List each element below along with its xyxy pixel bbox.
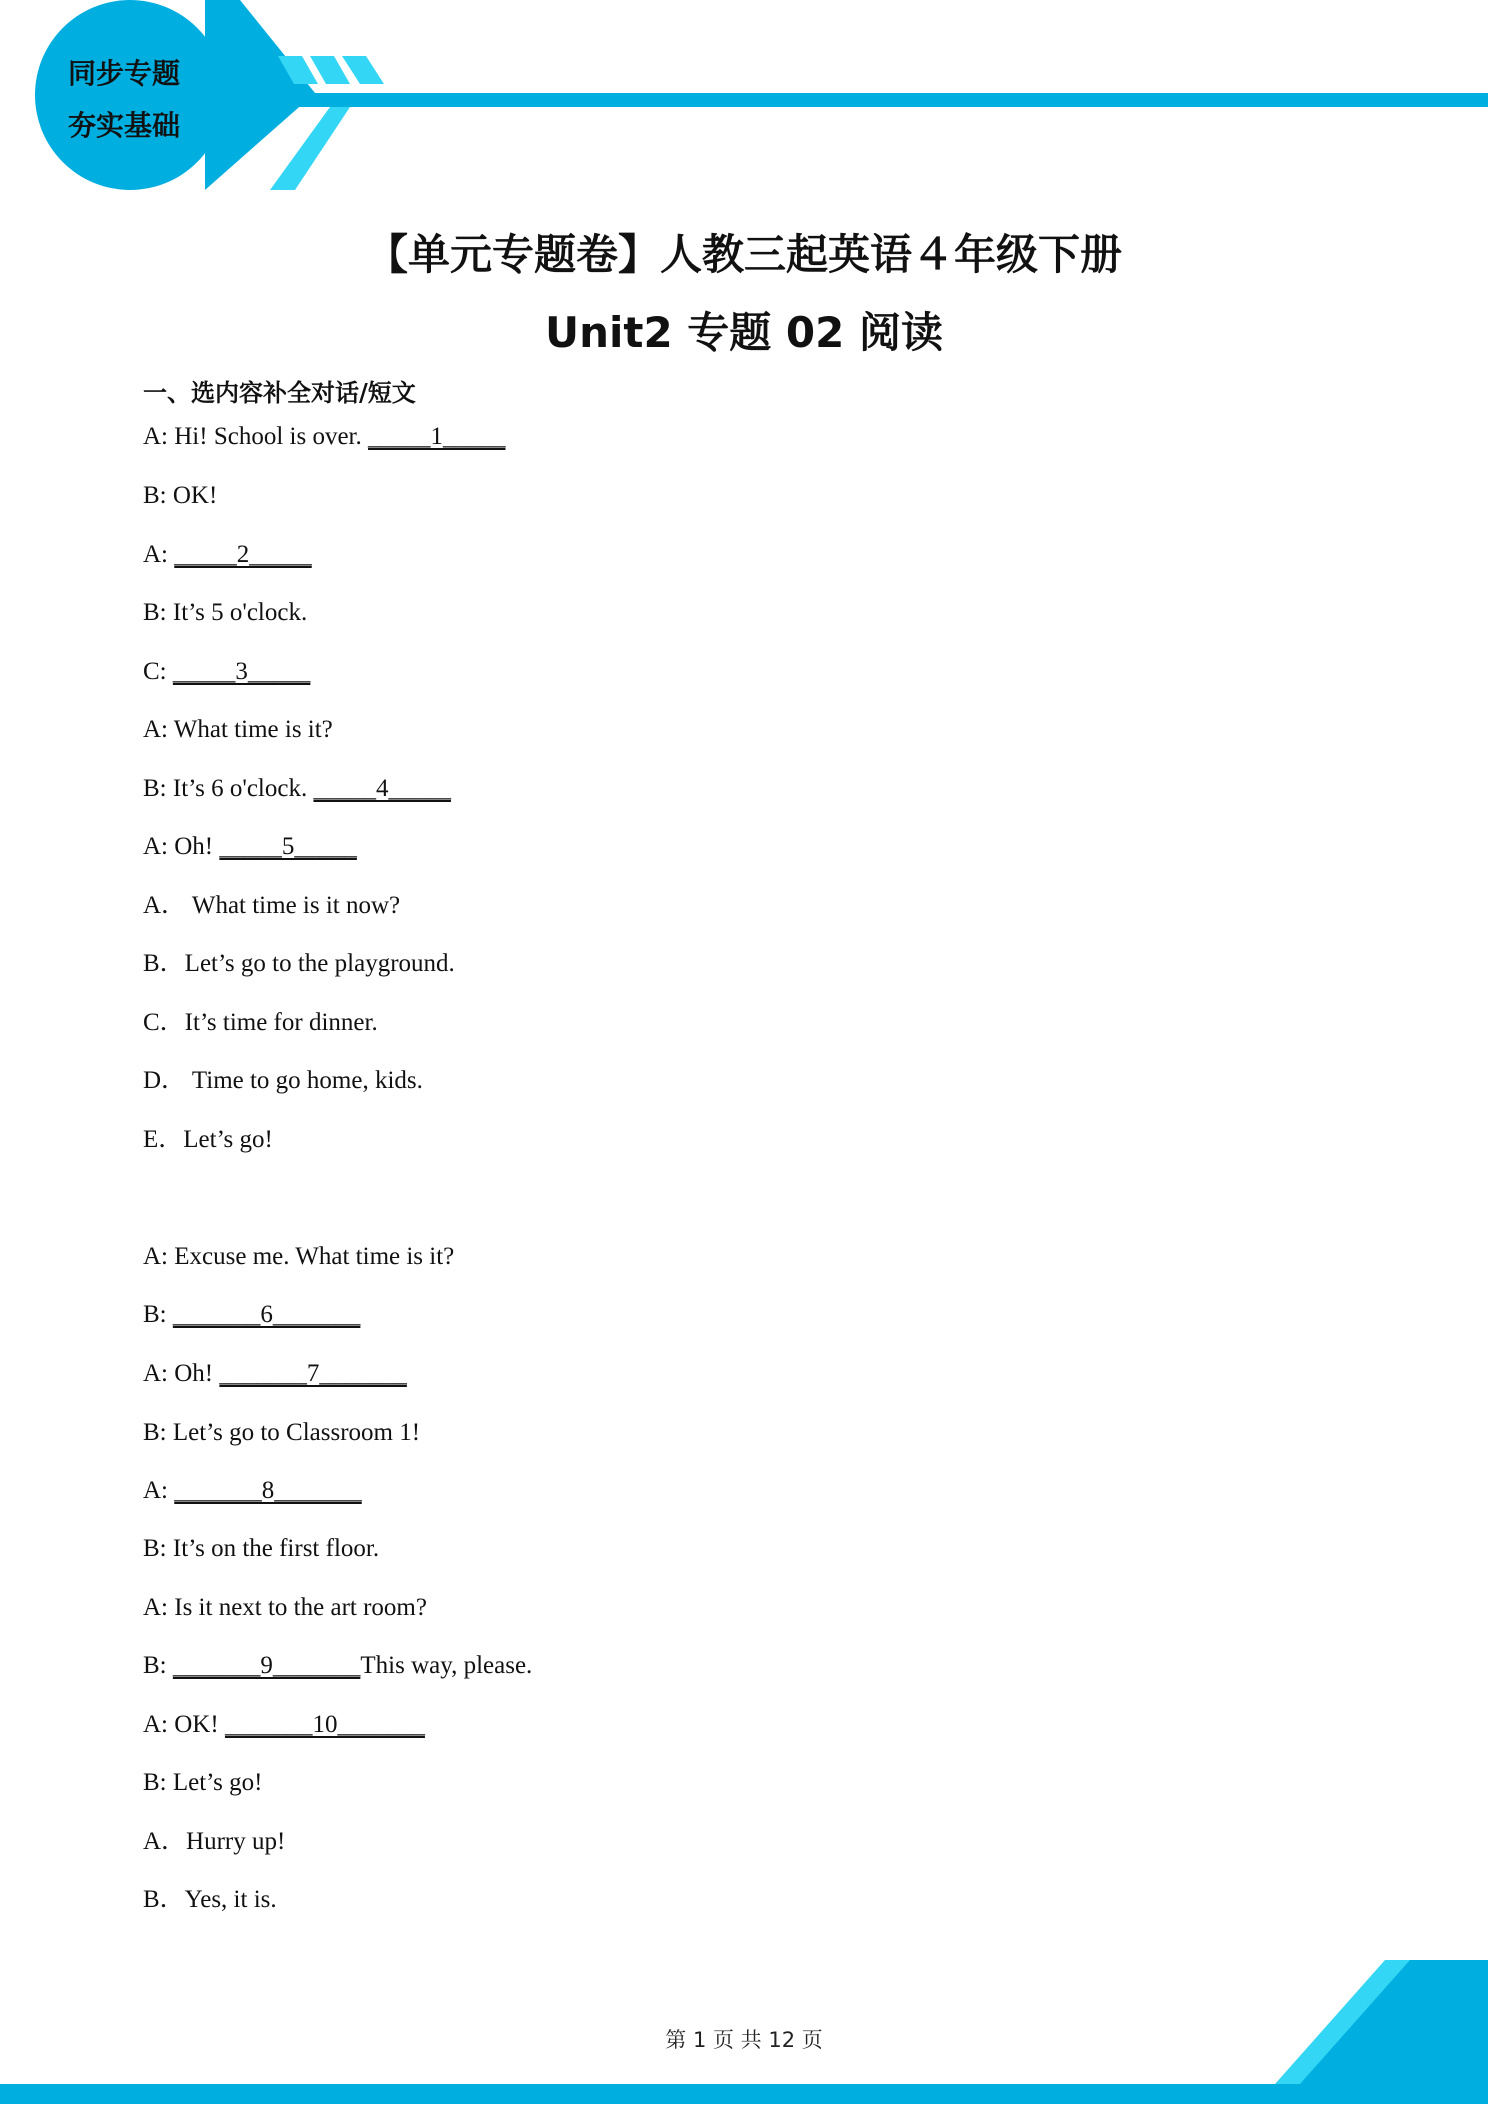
dialogue-line: A: Excuse me. What time is it? xyxy=(143,1243,455,1270)
dialogue-line: B: _______6_______ xyxy=(143,1301,361,1328)
dialogue-line: B: Let’s go to Classroom 1! xyxy=(143,1419,421,1446)
badge-line-2: 夯实基础 xyxy=(67,109,180,142)
option-item: C．It’s time for dinner. xyxy=(143,1009,378,1036)
answer-blank: _______9_______ xyxy=(172,1652,361,1679)
header-stripe xyxy=(270,93,1488,107)
answer-blank: _____1_____ xyxy=(368,423,506,450)
option-item: B．Let’s go to the playground. xyxy=(143,950,455,977)
page-title: 【单元专题卷】人教三起英语４年级下册 xyxy=(365,230,1122,279)
option-item: A． What time is it now? xyxy=(143,892,401,919)
answer-blank: _______8_______ xyxy=(174,1477,362,1504)
dialogue-line: A: OK! _______10_______ xyxy=(143,1711,425,1738)
answer-blank: _____5_____ xyxy=(219,833,357,860)
dialogue-line: B: Let’s go! xyxy=(143,1769,263,1796)
option-item: E．Let’s go! xyxy=(143,1126,273,1153)
footer-slash xyxy=(1300,1960,1488,2084)
answer-blank: _______7_______ xyxy=(219,1360,407,1387)
badge-line-1: 同步专题 xyxy=(67,57,180,90)
footer-stripe xyxy=(0,2084,1488,2104)
dialogue-line: A: _____2_____ xyxy=(143,541,312,568)
dialogue-line: A: What time is it? xyxy=(143,716,333,743)
answer-blank: _______10_______ xyxy=(224,1711,425,1738)
header-badge xyxy=(36,48,212,152)
header-decoration xyxy=(0,0,1488,200)
section-heading: 一、选内容补全对话/短文 xyxy=(143,378,416,407)
header-dash-3 xyxy=(342,56,384,84)
dialogue-line: B: It’s 6 o'clock. _____4_____ xyxy=(143,775,451,802)
option-item: B．Yes, it is. xyxy=(143,1886,277,1913)
answer-blank: _____3_____ xyxy=(172,658,311,685)
dialogue-line: C: _____3_____ xyxy=(143,658,311,685)
dialogue-line: A: Oh! _____5_____ xyxy=(143,833,357,860)
option-item: D． Time to go home, kids. xyxy=(143,1067,423,1094)
option-item: A．Hurry up! xyxy=(143,1828,286,1855)
page-number: 第 1 页 共 12 页 xyxy=(665,2028,823,2052)
dialogue-line: B: _______9_______This way, please. xyxy=(143,1652,533,1679)
header-dash-2 xyxy=(310,56,350,84)
dialogue-line: B: OK! xyxy=(143,482,218,509)
dialogue-line: A: _______8_______ xyxy=(143,1477,362,1504)
dialogue-line: A: Oh! _______7_______ xyxy=(143,1360,407,1387)
answer-blank: _____2_____ xyxy=(174,541,312,568)
dialogue-line: B: It’s on the first floor. xyxy=(143,1535,380,1562)
dialogue-line: A: Is it next to the art room? xyxy=(143,1594,427,1621)
page-subtitle: Unit2 专题 02 阅读 xyxy=(544,308,944,357)
answer-blank: _____4_____ xyxy=(313,775,451,802)
dialogue-line: A: Hi! School is over. _____1_____ xyxy=(143,423,506,450)
answer-blank: _______6_______ xyxy=(172,1301,361,1328)
dialogue-line: B: It’s 5 o'clock. xyxy=(143,599,308,626)
